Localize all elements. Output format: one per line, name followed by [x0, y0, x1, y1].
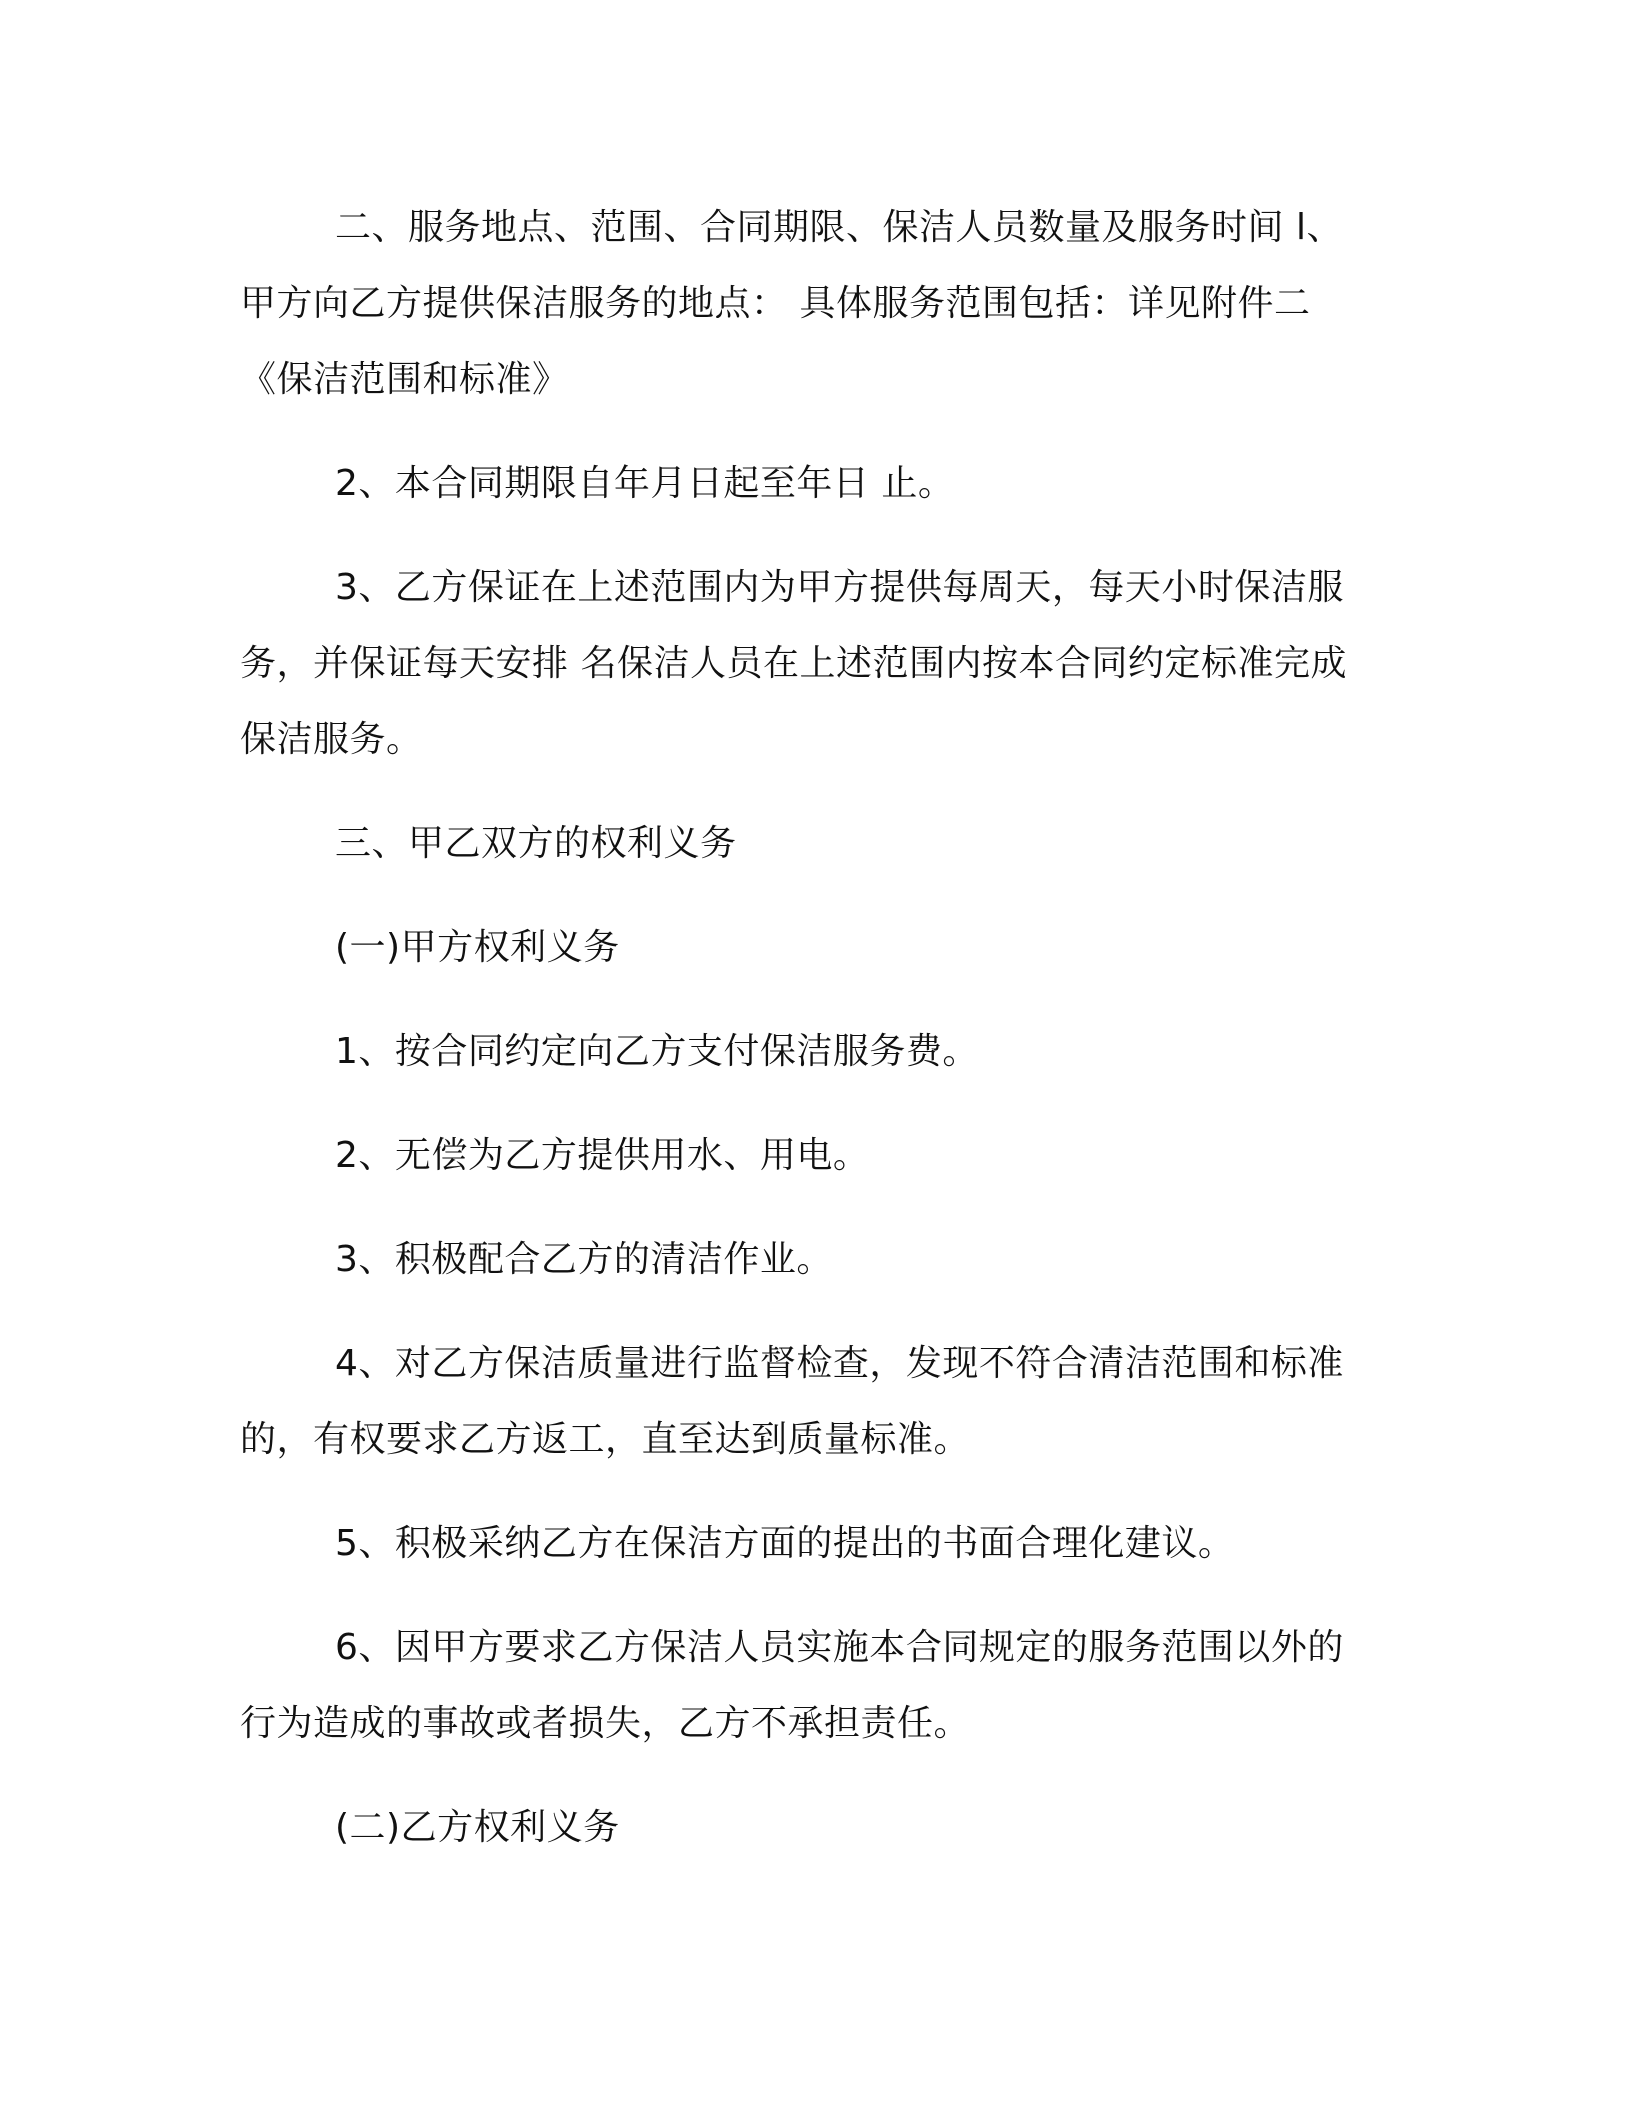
- service-guarantee-paragraph: 3、乙方保证在上述范围内为甲方提供每周天，每天小时保洁服务，并保证每天安排 名保洁人员在上述范围内按本合同约定标准完成保洁服务。: [240, 567, 1347, 760]
- party-a-item-5: 5、积极采纳乙方在保洁方面的提出的书面合理化建议。: [335, 1523, 1235, 1564]
- document-body: [240, 190, 1364, 1866]
- party-b-rights-heading: (二)乙方权利义务: [335, 1807, 620, 1848]
- section-2-heading-paragraph: 二、服务地点、范围、合同期限、保洁人员数量及服务时间 l、甲方向乙方提供保洁服务的地点： 具体服务范围包括：详见附件二《保洁范围和标准》: [240, 207, 1343, 400]
- party-a-item-1: 1、按合同约定向乙方支付保洁服务费。: [335, 1031, 979, 1072]
- party-a-rights-heading: (一)甲方权利义务: [335, 927, 620, 968]
- party-a-item-6: 6、因甲方要求乙方保洁人员实施本合同规定的服务范围以外的行为造成的事故或者损失，乙方不承担责任。: [240, 1627, 1344, 1744]
- party-a-item-3: 3、积极配合乙方的清洁作业。: [335, 1239, 833, 1280]
- contract-term-paragraph: 2、本合同期限自年月日起至年日 止。: [335, 463, 955, 504]
- party-a-item-2: 2、无偿为乙方提供用水、用电。: [335, 1135, 870, 1176]
- party-a-item-4: 4、对乙方保洁质量进行监督检查，发现不符合清洁范围和标准的，有权要求乙方返工，直至达到质量标准。: [240, 1343, 1344, 1460]
- section-3-heading: 三、甲乙双方的权利义务: [335, 823, 737, 864]
